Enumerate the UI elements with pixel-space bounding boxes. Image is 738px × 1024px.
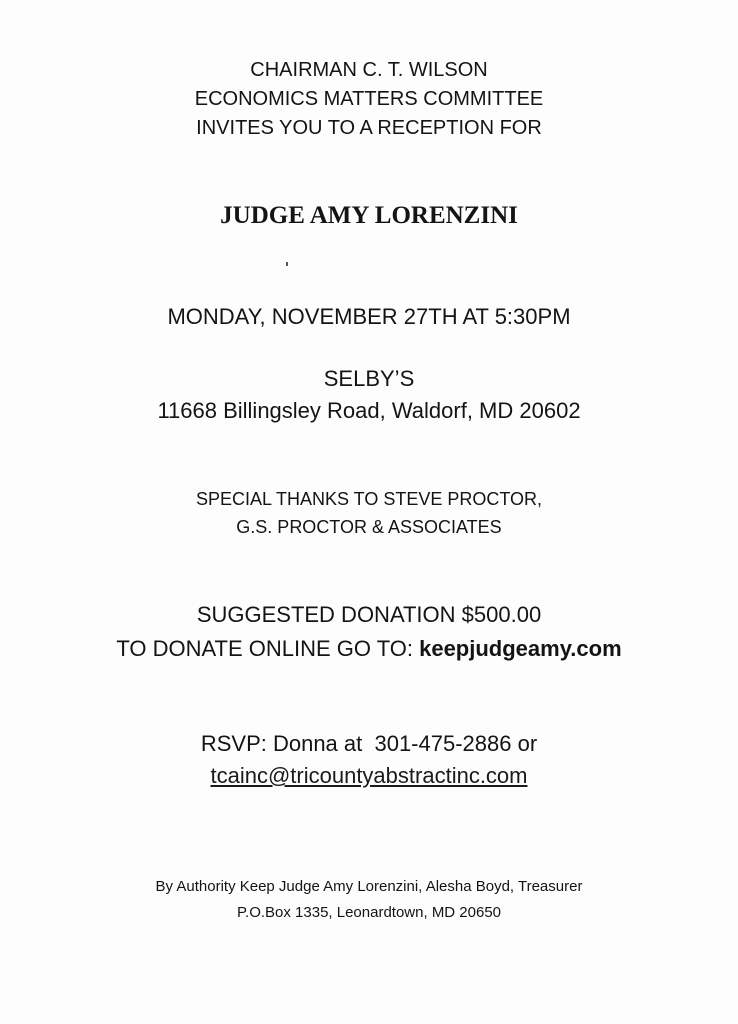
authority-address: P.O.Box 1335, Leonardtown, MD 20650 (236, 904, 502, 921)
venue-name: SELBY’S (323, 366, 415, 391)
scan-speck (286, 262, 288, 266)
venue-address: 11668 Billingsley Road, Waldorf, MD 20602 (157, 398, 581, 423)
suggested-donation: SUGGESTED DONATION $500.00 (196, 602, 542, 627)
host-line-committee: ECONOMICS MATTERS COMMITTEE (194, 88, 544, 110)
donate-online-url[interactable]: keepjudgeamy.com (419, 636, 622, 661)
rsvp-email-line (0, 765, 738, 787)
donate-online-prefix: TO DONATE ONLINE GO TO: (116, 636, 420, 661)
honoree-title: JUDGE AMY LORENZINI (220, 202, 518, 229)
special-thanks-line-2: G.S. PROCTOR & ASSOCIATES (236, 517, 502, 537)
host-line-chairman: CHAIRMAN C. T. WILSON (250, 59, 488, 81)
authority-line: By Authority Keep Judge Amy Lorenzini, Alesha Boyd, Treasurer (155, 878, 583, 895)
rsvp-line: RSVP: Donna at 301-475-2886 or (200, 731, 538, 756)
host-line-invites: INVITES YOU TO A RECEPTION FOR (196, 117, 542, 139)
rsvp-email-link[interactable]: tcainc@tricountyabstractinc.com (210, 763, 528, 788)
donate-online-line (0, 638, 738, 660)
special-thanks-line-1: SPECIAL THANKS TO STEVE PROCTOR, (195, 489, 543, 509)
event-date-time: MONDAY, NOVEMBER 27TH AT 5:30PM (167, 304, 571, 329)
